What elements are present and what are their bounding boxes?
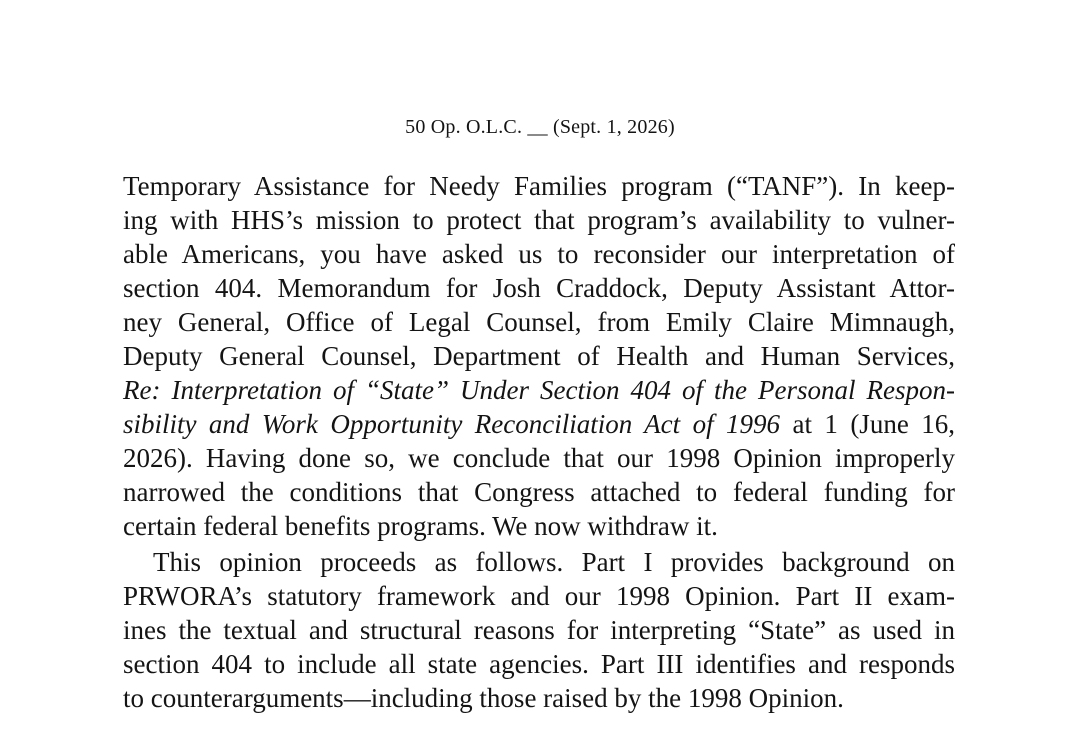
text-line: section 404 to include all state agencies. Part III identifies and responds	[123, 649, 955, 679]
italic-citation-title-part2: sibility and Work Opportunity Reconciliation Act of 1996	[123, 409, 781, 439]
text-line: ines the textual and structural reasons for interpreting “State” as used in	[123, 615, 955, 645]
page-header-citation: 50 Op. O.L.C. __ (Sept. 1, 2026)	[405, 116, 675, 138]
text-line: PRWORA’s statutory framework and our 1998 Opinion. Part II exam-	[123, 581, 955, 611]
text-line: 2026). Having done so, we conclude that our 1998 Opinion improperly	[123, 443, 955, 473]
paragraph-1	[123, 169, 955, 543]
text-line: able Americans, you have asked us to reconsider our interpretation of	[123, 239, 955, 269]
body-text	[123, 169, 955, 715]
text-line: ney General, Office of Legal Counsel, from Emily Claire Mimnaugh,	[123, 307, 955, 337]
text-line-italic	[123, 373, 955, 407]
citation-pinpoint: at 1 (June 16,	[780, 409, 955, 439]
text-line-mixed	[123, 407, 955, 441]
text-line: to counterarguments—including those raised by the 1998 Opinion.	[123, 683, 844, 713]
text-line: narrowed the conditions that Congress attached to federal funding for	[123, 477, 955, 507]
text-line: Deputy General Counsel, Department of Health and Human Services,	[123, 341, 955, 371]
text-line: This opinion proceeds as follows. Part I provides background on	[153, 547, 955, 577]
text-line: ing with HHS’s mission to protect that program’s availability to vulner-	[123, 205, 955, 235]
text-line: certain federal benefits programs. We now withdraw it.	[123, 511, 718, 541]
text-line: section 404. Memorandum for Josh Craddock, Deputy Assistant Attor-	[123, 273, 955, 303]
text-line: Temporary Assistance for Needy Families program (“TANF”). In keep-	[123, 171, 955, 201]
italic-citation-title-part1: Re: Interpretation of “State” Under Section 404 of the Personal Respon-	[123, 375, 955, 405]
paragraph-2	[123, 545, 955, 715]
